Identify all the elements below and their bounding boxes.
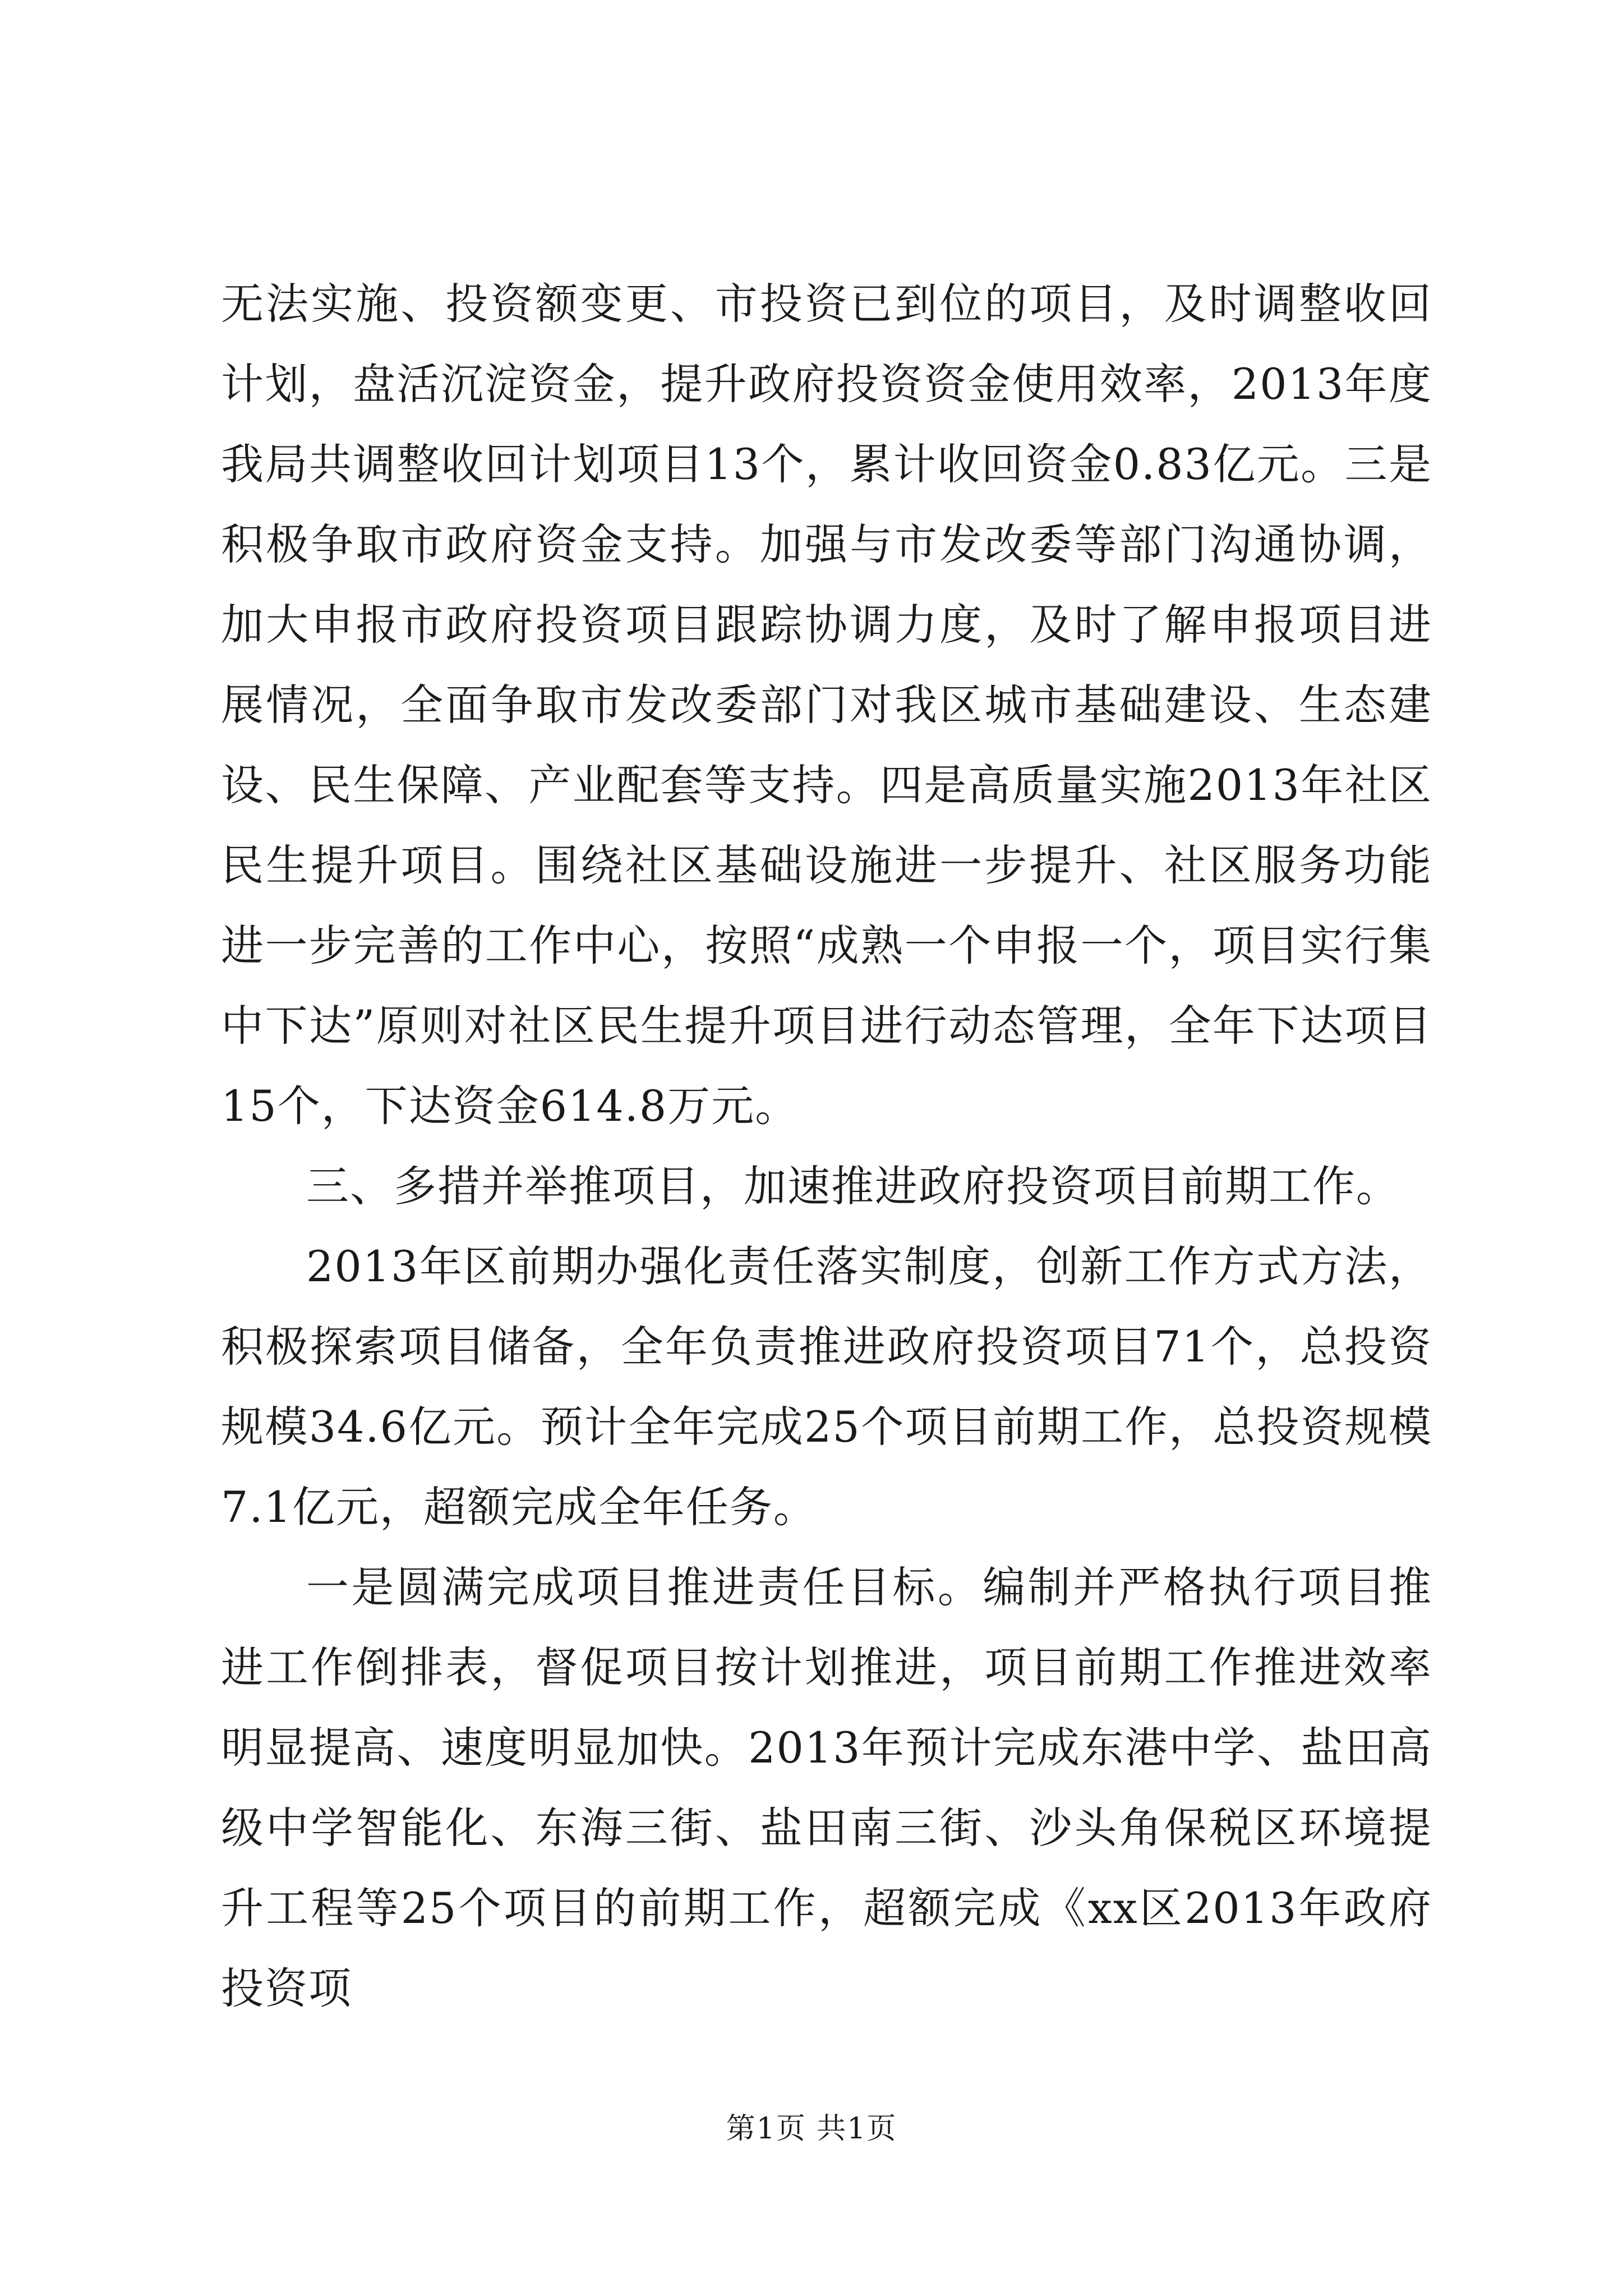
- page-footer: 第1页 共1页: [726, 2112, 897, 2146]
- section-heading: 三、多措并举推项目，加速推进政府投资项目前期工作。: [306, 1161, 1400, 1211]
- paragraph-continued: 无法实施、投资额变更、市投资已到位的项目，及时调整收回计划，盘活沉淀资金，提升政府投资资金使用效率，2013年度我局共调整收回计划项目13个，累计收回资金0.83亿元。三是积极争取市政府资金支持。加强与市发改委等部门沟通协调，加大申报市政府投资项目跟踪协调力度，及时了解申报项目进展情况，全面争取市发改委部门对我区城市基础建设、生态建设、民生保障、产业配套等支持。四是高质量实施2013年社区民生提升项目。围绕社区基础设施进一步提升、社区服务功能进一步完善的工作中心，按照“成熟一个申报一个，项目实行集中下达”原则对社区民生提升项目进行动态管理，全年下达项目15个，下达资金614.8万元。: [221, 279, 1432, 1131]
- paragraph: 一是圆满完成项目推进责任目标。编制并严格执行项目推进工作倒排表，督促项目按计划推进，项目前期工作推进效率明显提高、速度明显加快。2013年预计完成东港中学、盐田高级中学智能化、东海三街、盐田南三街、沙头角保税区环境提升工程等25个项目的前期工作，超额完成《xx区2013年政府投资项: [221, 1562, 1432, 2013]
- paragraph: 2013年区前期办强化责任落实制度，创新工作方式方法，积极探索项目储备，全年负责推进政府投资项目71个，总投资规模34.6亿元。预计全年完成25个项目前期工作，总投资规模7.1亿元，超额完成全年任务。: [221, 1241, 1432, 1532]
- document-body: [221, 264, 1432, 2028]
